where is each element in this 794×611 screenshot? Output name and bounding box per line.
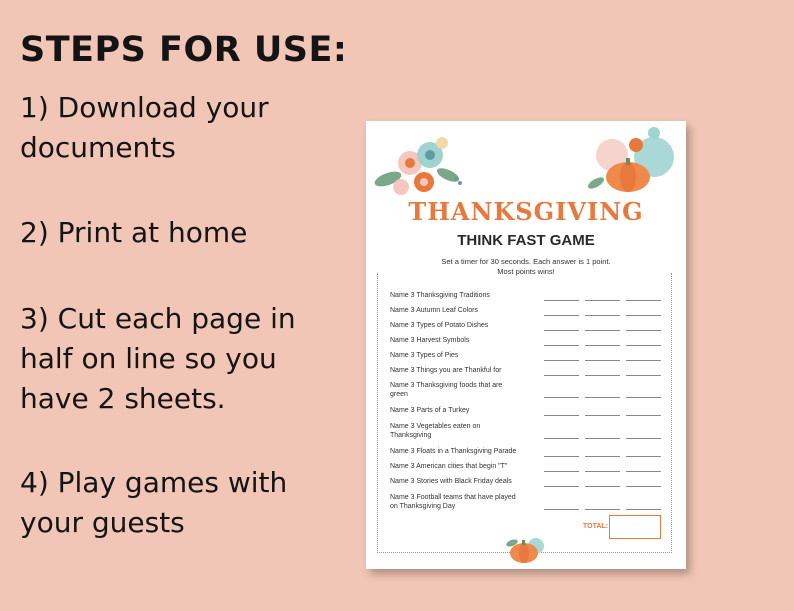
- answer-line: [544, 360, 579, 361]
- answer-line: [626, 315, 661, 316]
- answer-line: [585, 471, 620, 472]
- answer-line: [626, 509, 661, 510]
- answer-line: [544, 486, 579, 487]
- answer-line: [544, 397, 579, 398]
- answer-line: [626, 300, 661, 301]
- answer-line: [585, 345, 620, 346]
- question-text: Name 3 Floats in a Thanksgiving Parade: [390, 448, 517, 455]
- answer-line: [544, 415, 579, 416]
- answer-line: [544, 330, 579, 331]
- answer-line: [626, 486, 661, 487]
- pumpkin-decoration-right-icon: [584, 125, 686, 197]
- answer-line: [585, 509, 620, 510]
- total-box: [609, 515, 661, 539]
- answer-line: [626, 360, 661, 361]
- answer-line: [544, 509, 579, 510]
- answer-line: [626, 375, 661, 376]
- question-text: Name 3 Football teams that have played on Thanksgiving Day: [390, 494, 516, 510]
- question-text: Name 3 Vegetables eaten on Thanksgiving: [390, 423, 481, 439]
- answer-line: [544, 471, 579, 472]
- question-text: Name 3 American cities that begin "T": [390, 463, 508, 470]
- answer-line: [626, 345, 661, 346]
- answer-line: [626, 330, 661, 331]
- answer-line: [544, 375, 579, 376]
- answer-line: [585, 360, 620, 361]
- answer-line: [585, 375, 620, 376]
- answer-line: [544, 315, 579, 316]
- answer-line: [626, 471, 661, 472]
- question-text: Name 3 Stories with Black Friday deals: [390, 478, 512, 485]
- step-4: 4) Play games with your guests: [20, 466, 288, 539]
- answer-line: [585, 438, 620, 439]
- answer-line: [626, 397, 661, 398]
- step-1: 1) Download your documents: [20, 91, 269, 164]
- answer-line: [626, 456, 661, 457]
- total-label: TOTAL:: [583, 523, 609, 530]
- answer-line: [544, 438, 579, 439]
- answer-line: [585, 456, 620, 457]
- pumpkin-bottom-icon: [504, 534, 550, 564]
- answer-line: [544, 300, 579, 301]
- answer-line: [585, 397, 620, 398]
- question-text: Name 3 Thanksgiving foods that are green: [390, 382, 503, 398]
- step-2: 2) Print at home: [20, 216, 248, 249]
- answer-line: [626, 438, 661, 439]
- answer-line: [585, 330, 620, 331]
- answer-line: [585, 486, 620, 487]
- answer-line: [585, 300, 620, 301]
- answer-line: [626, 415, 661, 416]
- card-subtitle: THINK FAST GAME: [457, 232, 595, 249]
- instructions-line-2: Most points wins!: [497, 267, 555, 276]
- answer-line: [585, 415, 620, 416]
- answer-line: [585, 315, 620, 316]
- steps-title: STEPS FOR USE:: [20, 30, 348, 70]
- printable-card: [366, 121, 686, 569]
- answer-line: [544, 345, 579, 346]
- answer-line: [544, 456, 579, 457]
- question-text: Name 3 Thanksgiving Traditions: [390, 292, 490, 299]
- card-title: THANKSGIVING: [408, 197, 644, 226]
- question-text: Name 3 Types of Potato Dishes: [390, 322, 489, 329]
- step-3: 3) Cut each page in half on line so you have 2 sheets.: [20, 302, 296, 415]
- question-text: Name 3 Harvest Symbols: [390, 337, 470, 344]
- instructions-line-1: Set a timer for 30 seconds. Each answer is 1 point.: [441, 257, 611, 266]
- question-text: Name 3 Things you are Thankful for: [390, 367, 502, 374]
- question-text: Name 3 Parts of a Turkey: [390, 407, 470, 414]
- question-text: Name 3 Types of Pies: [390, 352, 459, 359]
- floral-decoration-left-icon: [368, 127, 468, 202]
- question-text: Name 3 Autumn Leaf Colors: [390, 307, 478, 314]
